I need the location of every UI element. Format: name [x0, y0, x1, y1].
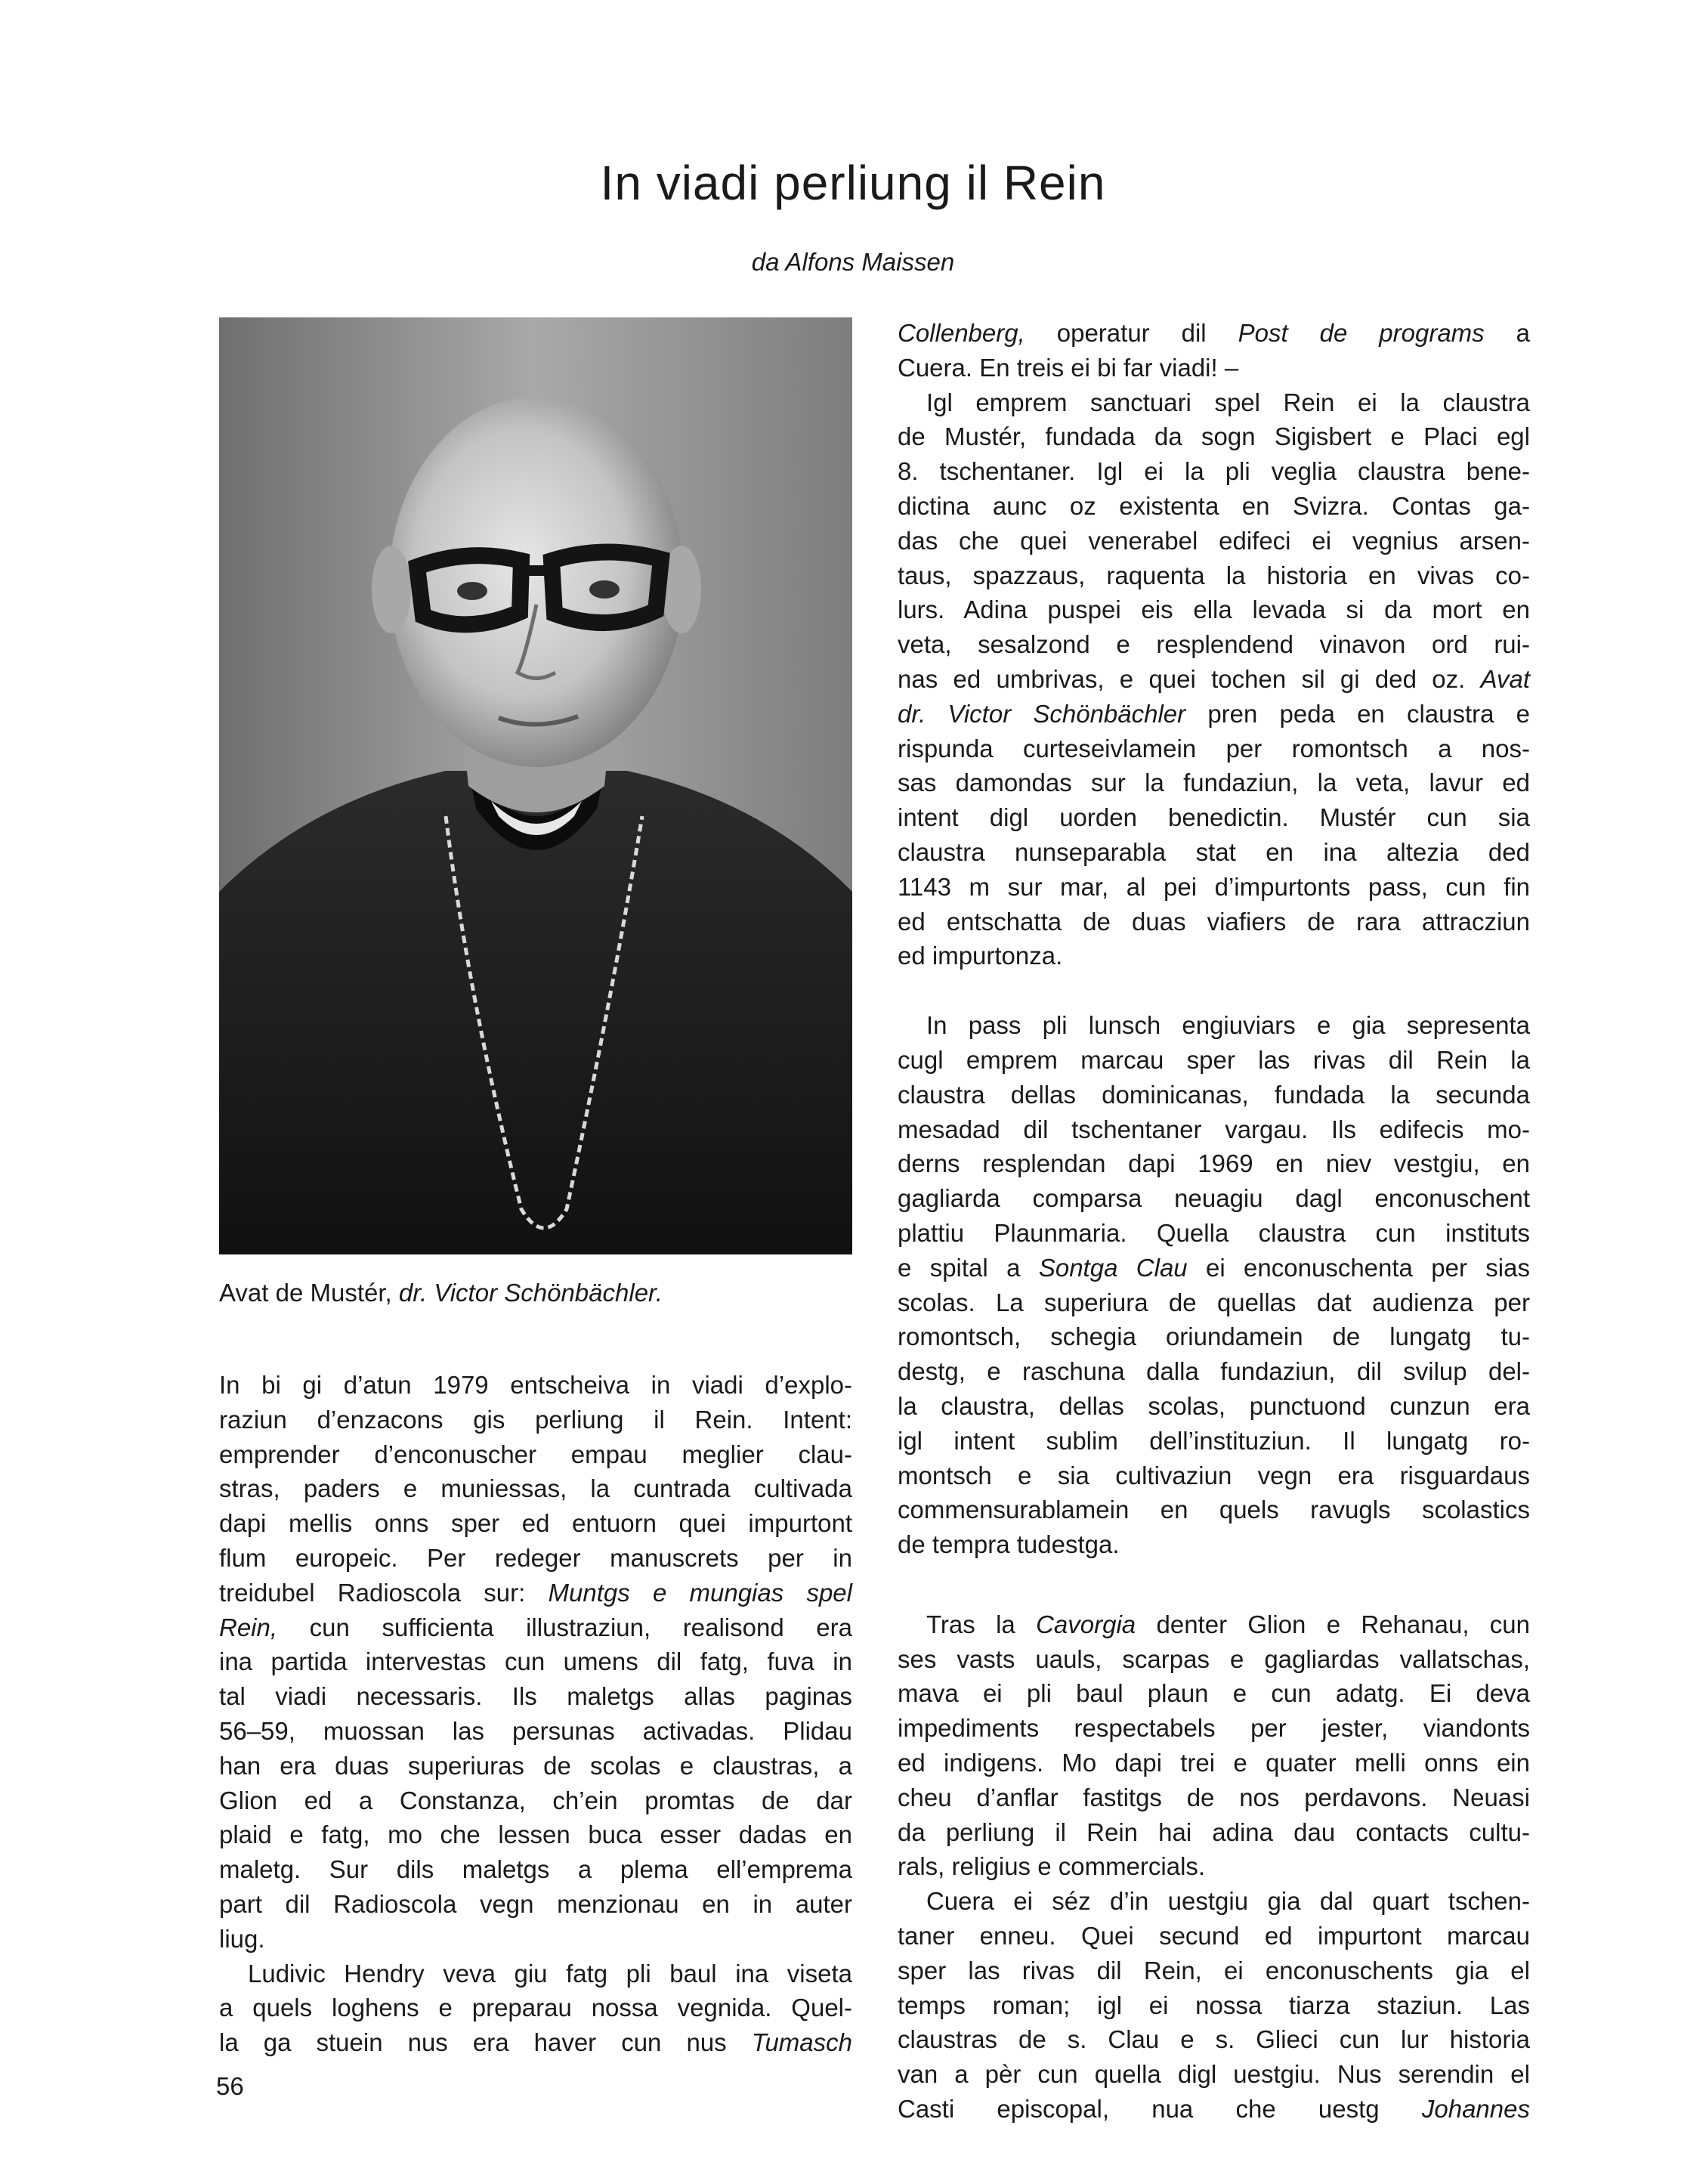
- text-line: ses vasts uauls, scarpas e gagliardas vallatschas,: [898, 1644, 1530, 1673]
- text-line: destg, e raschuna dalla fundaziun, dil svilup del-: [898, 1357, 1530, 1386]
- text-line: scolas. La superiura de quellas dat audienza per: [898, 1288, 1530, 1316]
- text-line: la ga stuein nus era haver cun nus Tumasch: [219, 2028, 852, 2057]
- text-line: impediments respectabels per jester, viandonts: [898, 1714, 1530, 1743]
- text-line: liug.: [219, 1924, 265, 1953]
- text-line: Cuera. En treis ei bi far viadi! –: [898, 353, 1239, 382]
- paragraph-gap: [898, 1562, 1530, 1607]
- text-line: montsch e sia cultivaziun vegn era risguardaus: [898, 1461, 1530, 1490]
- text-line: Glion ed a Constanza, ch’ein promtas de dar: [219, 1786, 852, 1814]
- text-line: flum europeic. Per redeger manuscrets per in: [219, 1543, 852, 1572]
- caption-text: Avat de Mustér,: [219, 1279, 399, 1307]
- text-line: 56–59, muossan las persunas activadas. Plidau: [219, 1716, 852, 1745]
- text-line: Ludivic Hendry veva giu fatg pli baul ina viseta: [248, 1959, 852, 1988]
- text-line: mava ei pli baul plaun e cun adatg. Ei deva: [898, 1679, 1530, 1708]
- text-line: commensurablamein en quels ravugls scolastics: [898, 1496, 1530, 1524]
- text-line: intent digl uorden benedictin. Mustér cun sia: [898, 803, 1530, 832]
- text-line: la claustra, dellas scolas, punctuond cunzun era: [898, 1391, 1530, 1420]
- text-line: nas ed umbrivas, e quei tochen sil gi ded oz. Avat: [898, 664, 1531, 693]
- text-line: Casti episcopal, nua che uestg Johannes: [898, 2095, 1530, 2124]
- text-line: temps roman; igl ei nossa tiarza staziun. Las: [898, 1991, 1530, 2019]
- caption-name: dr. Victor Schönbächler.: [398, 1279, 663, 1307]
- paragraph-gap: [898, 973, 1530, 1008]
- text-line: rispunda curteseivlamein per romontsch a nos-: [898, 734, 1530, 763]
- text-line: emprender d’enconuscher empau meglier clau-: [219, 1440, 852, 1468]
- text-line: han era duas superiuras de scolas e claustras, a: [219, 1751, 852, 1780]
- article-title: In viadi perliung il Rein: [600, 156, 1106, 210]
- text-line: In pass pli lunsch engiuviars e gia sepresenta: [926, 1011, 1530, 1040]
- text-line: rals, religius e commercials.: [898, 1852, 1206, 1881]
- text-line: raziun d’enzacons gis perliung il Rein. Intent:: [219, 1405, 852, 1434]
- text-line: tal viadi necessaris. Ils maletgs allas paginas: [219, 1682, 852, 1711]
- text-line: romontsch, schegia oriundamein de lungatg tu-: [898, 1322, 1530, 1351]
- text-line: veta, sesalzond e resplendend vinavon ord rui-: [898, 630, 1530, 659]
- text-line: claustra dellas dominicanas, fundada la secunda: [898, 1080, 1530, 1109]
- text-line: gagliarda comparsa neuagiu dagl enconuschent: [898, 1184, 1530, 1213]
- radio-title-italic: Muntgs e mungias spel: [548, 1578, 852, 1607]
- radio-title-italic-end: Rein,: [219, 1613, 278, 1641]
- text-line: Igl emprem sanctuari spel Rein ei la claustra: [926, 388, 1530, 416]
- text-line: claustra nunseparabla stat en ina altezia ded: [898, 837, 1530, 866]
- text-line: ed impurtonza.: [898, 942, 1063, 970]
- text-line: de tempra tudestga.: [898, 1530, 1120, 1559]
- text-line: lurs. Adina puspei eis ella levada si da mort en: [898, 595, 1530, 624]
- text-line: claustras de s. Clau e s. Glieci cun lur historia: [898, 2025, 1530, 2054]
- text-line: part dil Radioscola vegn menzionau en in auter: [219, 1889, 852, 1918]
- text-line: sper las rivas dil Rein, ei enconuschents gia el: [898, 1956, 1530, 1984]
- article-byline: da Alfons Maissen: [751, 248, 955, 276]
- text-line: 1143 m sur mar, al pei d’impurtonts pass, cun fin: [898, 872, 1530, 901]
- text-line: derns resplendan dapi 1969 en niev vestgiu, en: [898, 1149, 1530, 1178]
- text-line: mesadad dil tschentaner vargau. Ils edifecis mo-: [898, 1115, 1530, 1143]
- text-line: treidubel Radioscola sur: Muntgs e mungias spel: [219, 1578, 852, 1607]
- text-line: van a pèr cun quella digl uestgiu. Nus serendin el: [898, 2060, 1530, 2089]
- name-italic: Tumasch: [751, 2028, 852, 2057]
- text-line: ina partida intervestas cun umens dil fatg, fuva in: [219, 1647, 852, 1676]
- text-line: Rein, cun sufficienta illustraziun, realisond era: [219, 1613, 853, 1641]
- text-line: ed indigens. Mo dapi trei e quater melli onns ein: [898, 1749, 1530, 1777]
- text-line: a quels loghens e preparau nossa vegnida. Quel-: [219, 1994, 852, 2022]
- text-line: ed entschatta de duas viafiers de rara attracziun: [898, 907, 1530, 936]
- text-line: In bi gi d’atun 1979 entscheiva in viadi d’explo-: [219, 1371, 852, 1399]
- text-line: plattiu Plaunmaria. Quella claustra cun instituts: [898, 1218, 1530, 1247]
- text-line: e spital a Sontga Clau ei enconuschenta per sias: [898, 1253, 1530, 1282]
- text-line: 8. tschentaner. Igl ei la pli veglia claustra bene-: [898, 457, 1530, 486]
- page-number: 56: [216, 2072, 244, 2100]
- text-line: maletg. Sur dils maletgs a plema ell’emprema: [219, 1855, 852, 1884]
- text-line: sas damondas sur la fundaziun, la veta, lavur ed: [898, 769, 1530, 797]
- text-line: Tras la Cavorgia denter Glion e Rehanau, cun: [926, 1610, 1530, 1638]
- text-line: de Mustér, fundada da sogn Sigisbert e Placi egl: [898, 422, 1530, 451]
- text-line: Cuera ei séz d’in uestgiu gia dal quart tschen-: [926, 1887, 1530, 1916]
- text-line: Collenberg, operatur dil Post de programs a: [898, 319, 1530, 347]
- text-line: igl intent sublim dell’instituziun. Il lungatg ro-: [898, 1426, 1530, 1455]
- text-line: da perliung il Rein hai adina dau contacts cultu-: [898, 1817, 1530, 1846]
- text-line: dapi mellis onns sper ed entuorn quei impurtont: [219, 1509, 852, 1538]
- text-line: stras, paders e muniessas, la cuntrada cultivada: [219, 1474, 852, 1503]
- portrait-photo: [219, 317, 852, 1254]
- text-line: taner enneu. Quei secund ed impurtont marcau: [898, 1922, 1530, 1950]
- left-column: [219, 1368, 852, 2060]
- text-line: cheu d’anflar fastitgs de nos perdavons. Neuasi: [898, 1783, 1530, 1811]
- text-line: dr. Victor Schönbächler pren peda en claustra e: [898, 699, 1530, 728]
- text-line: plaid e fatg, mo che lessen buca esser dadas en: [219, 1821, 852, 1849]
- photo-caption: [219, 1277, 869, 1309]
- text-line: dictina aunc oz existenta en Svizra. Contas ga-: [898, 491, 1530, 520]
- text-line: cugl emprem marcau sper las rivas dil Rein la: [898, 1045, 1530, 1074]
- text-line: taus, spazzaus, raquenta la historia en vivas co-: [898, 561, 1530, 589]
- right-column: [898, 316, 1530, 2127]
- text-line: das che quei venerabel edifeci ei vegnius arsen-: [898, 526, 1530, 555]
